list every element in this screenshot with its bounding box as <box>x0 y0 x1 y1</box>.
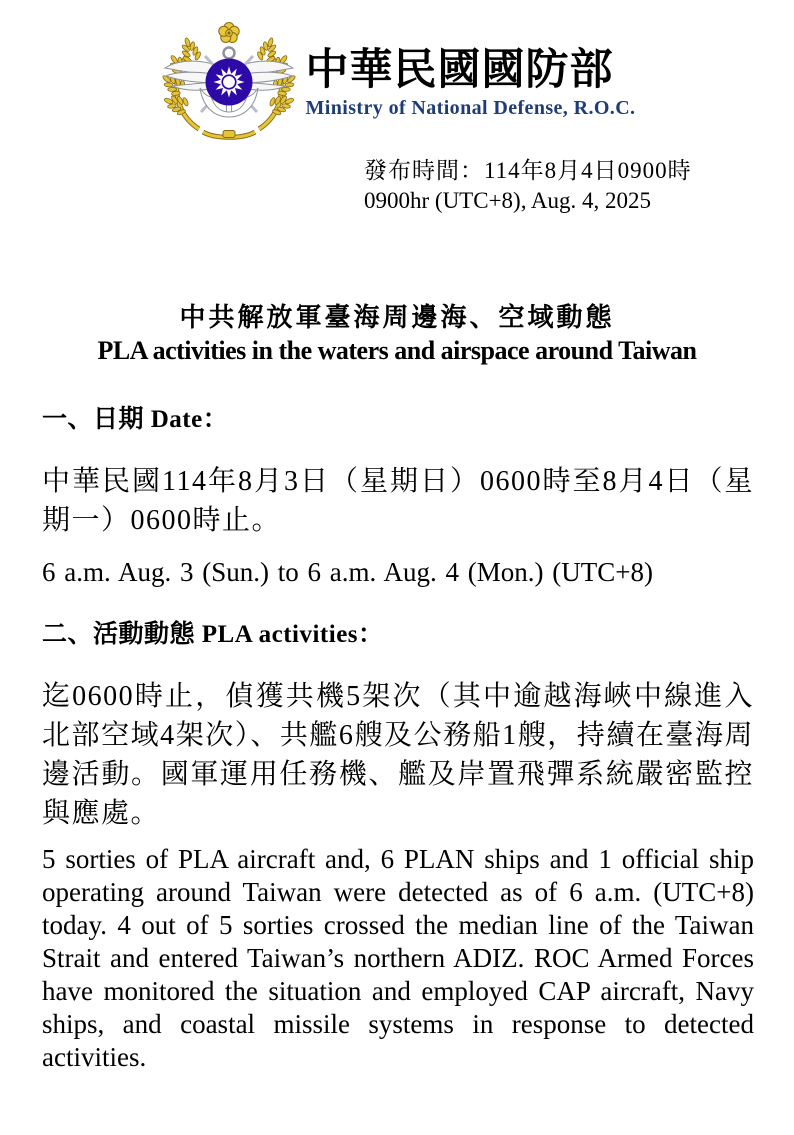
document-title-en: PLA activities in the waters and airspace around Taiwan <box>97 336 697 365</box>
org-name-zh: 中華民國國防部 <box>305 47 614 94</box>
section-activities-heading: 二、活動動態 PLA activities： <box>42 621 384 648</box>
date-paragraph-zh: 中華民國114年8月3日（星期日）0600時至8月4日（星期一）0600時止。 <box>42 466 754 536</box>
document-title <box>0 300 794 366</box>
date-paragraph-en: 6 a.m. Aug. 3 (Sun.) to 6 a.m. Aug. 4 (Mon.) (UTC+8) <box>42 557 653 587</box>
mnd-emblem-icon <box>159 20 299 145</box>
org-name-en: Ministry of National Defense, R.O.C. <box>305 97 636 119</box>
release-time-zh: 發布時間：114年8月4日0900時 <box>364 158 692 183</box>
document-title-zh: 中共解放軍臺海周邊海、空域動態 <box>179 303 615 332</box>
document-header <box>0 20 794 145</box>
document-body <box>42 404 754 1074</box>
activities-paragraph-en: 5 sorties of PLA aircraft and, 6 PLAN ships and 1 official ship operating around Taiwan were detected as of 6 a.m. (UTC+8) today. 4 out of 5 sorties crossed the median line of the Taiwan Strait and entered Taiwan’s northern ADIZ. ROC Armed Forces have monitored the situation and employed CAP aircraft, Navy ships, and coastal missile systems in response to detected activities. <box>42 844 754 1072</box>
org-name-block <box>306 46 636 120</box>
release-time-en: 0900hr (UTC+8), Aug. 4, 2025 <box>364 188 652 213</box>
activities-paragraph-zh: 迄0600時止，偵獲共機5架次（其中逾越海峽中線進入北部空域4架次）、共艦6艘及公務船1艘，持續在臺海周邊活動。國軍運用任務機、艦及岸置飛彈系統嚴密監控與應處。 <box>42 681 754 829</box>
section-date-heading: 一、日期 Date： <box>42 406 229 433</box>
release-time-block <box>364 156 764 216</box>
